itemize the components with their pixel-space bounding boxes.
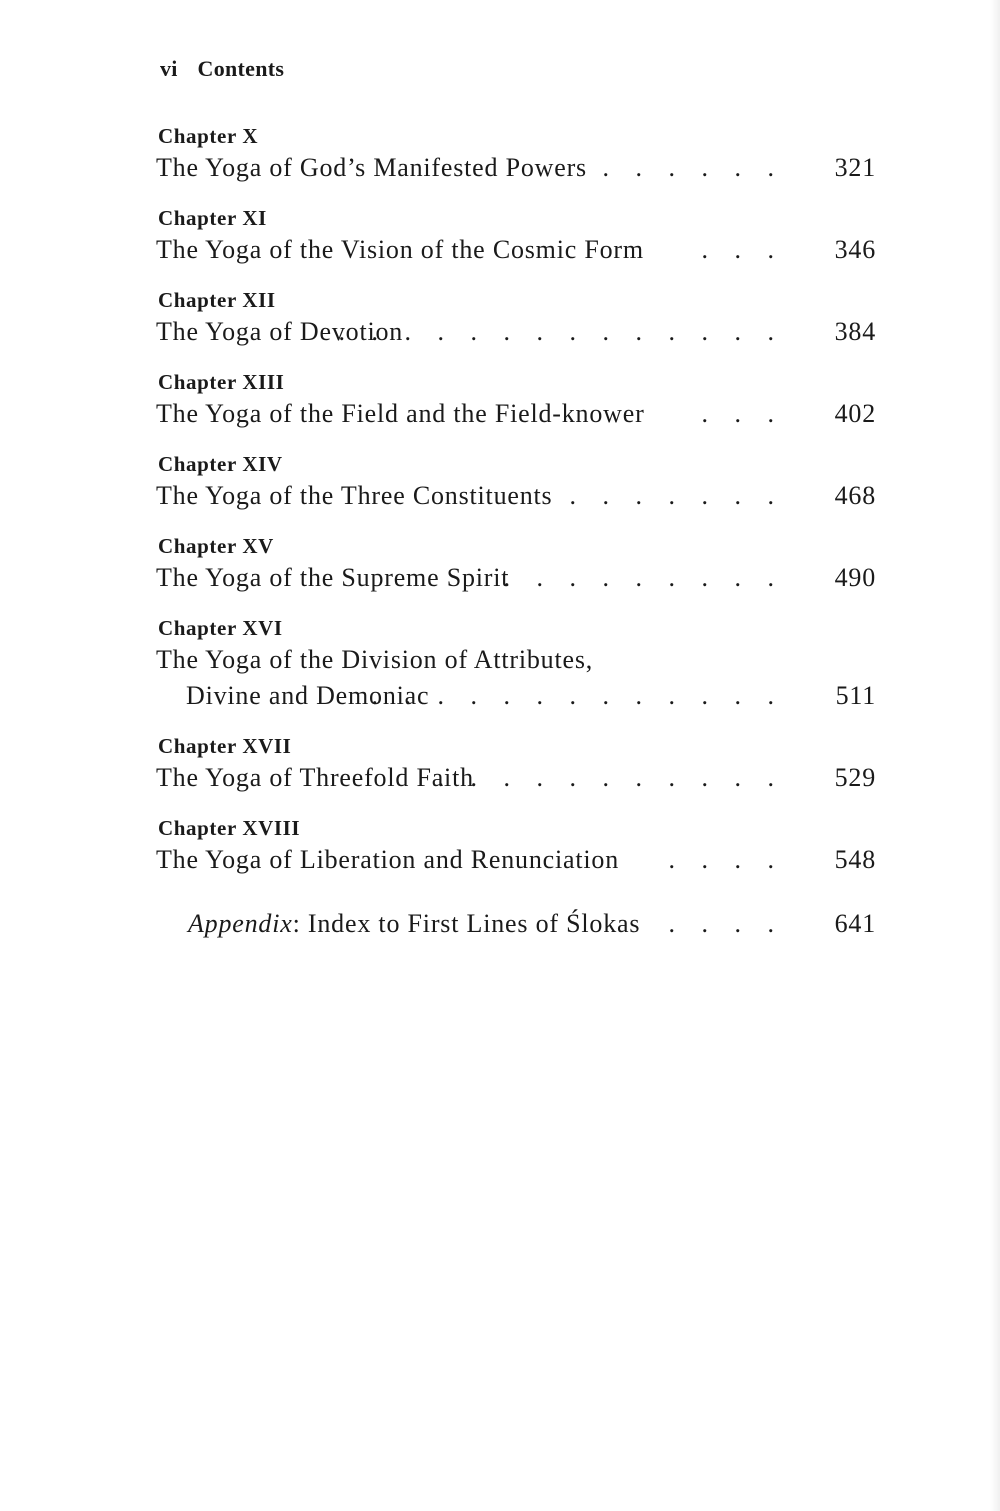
toc-entry-chapter-xii bbox=[156, 286, 876, 350]
page-number: 529 bbox=[834, 763, 876, 792]
chapter-title: The Yoga of the Three Constituents bbox=[156, 481, 553, 510]
dot-leader: . . . . bbox=[668, 845, 784, 874]
chapter-title: The Yoga of the Field and the Field-knower bbox=[156, 399, 645, 428]
toc-line bbox=[156, 642, 876, 678]
chapter-title-continued: Divine and Demoniac bbox=[186, 681, 430, 710]
toc-entry-chapter-xv bbox=[156, 532, 876, 596]
dot-leader: . . . . . . . . . . . . . bbox=[371, 681, 784, 710]
chapter-title: The Yoga of the Supreme Spirit bbox=[156, 563, 510, 592]
chapter-label: Chapter XVIII bbox=[158, 816, 301, 840]
table-of-contents bbox=[156, 122, 876, 960]
chapter-label: Chapter XIII bbox=[158, 370, 285, 394]
toc-line[interactable] bbox=[156, 560, 876, 596]
toc-line[interactable] bbox=[156, 842, 876, 878]
toc-line-continued[interactable] bbox=[156, 678, 876, 714]
toc-entry-chapter-xi bbox=[156, 204, 876, 268]
dot-leader: . . . . . . bbox=[602, 153, 784, 182]
chapter-label: Chapter XVII bbox=[158, 734, 292, 758]
page-number: 548 bbox=[834, 845, 876, 874]
dot-leader: . . . . . . . bbox=[569, 481, 784, 510]
appendix-title-line: Appendix: Index to First Lines of Ślokas bbox=[188, 909, 641, 938]
page-edge-shadow bbox=[990, 0, 1000, 1511]
toc-line[interactable] bbox=[156, 760, 876, 796]
toc-entry-chapter-xiv bbox=[156, 450, 876, 514]
toc-entry-chapter-xiii bbox=[156, 368, 876, 432]
chapter-title: The Yoga of God’s Manifested Powers bbox=[156, 153, 587, 182]
dot-leader: . . . bbox=[701, 399, 784, 428]
dot-leader: . . . bbox=[701, 235, 784, 264]
header-title: Contents bbox=[197, 56, 285, 81]
toc-entry-chapter-xvi bbox=[156, 614, 876, 714]
chapter-title: The Yoga of Devotion bbox=[156, 317, 404, 346]
chapter-label: Chapter XI bbox=[158, 206, 267, 230]
toc-entry-chapter-x bbox=[156, 122, 876, 186]
toc-line[interactable] bbox=[156, 478, 876, 514]
toc-entry-chapter-xvii bbox=[156, 732, 876, 796]
chapter-title: The Yoga of the Division of Attributes, bbox=[156, 645, 594, 674]
appendix-label: Appendix bbox=[188, 909, 293, 938]
page-number: 468 bbox=[834, 481, 876, 510]
dot-leader: . . . . bbox=[668, 909, 784, 938]
chapter-title: The Yoga of Liberation and Renunciation bbox=[156, 845, 619, 874]
running-header bbox=[160, 56, 284, 82]
chapter-label: Chapter XII bbox=[158, 288, 276, 312]
page-number: 490 bbox=[834, 563, 876, 592]
chapter-label: Chapter XV bbox=[158, 534, 274, 558]
appendix-title: Index to First Lines of Ślokas bbox=[307, 909, 641, 938]
page-number: 511 bbox=[835, 681, 876, 710]
page-number: 641 bbox=[834, 909, 876, 938]
toc-line[interactable] bbox=[156, 150, 876, 186]
toc-line[interactable] bbox=[156, 906, 876, 942]
page-number: 346 bbox=[834, 235, 876, 264]
toc-line[interactable] bbox=[156, 396, 876, 432]
chapter-label: Chapter XVI bbox=[158, 616, 283, 640]
dot-leader: . . . . . . . . . . . bbox=[437, 763, 784, 792]
toc-entry-chapter-xviii bbox=[156, 814, 876, 878]
page-number: 321 bbox=[834, 153, 876, 182]
chapter-title: The Yoga of Threefold Faith bbox=[156, 763, 474, 792]
toc-line[interactable] bbox=[156, 232, 876, 268]
toc-entry-appendix bbox=[156, 906, 876, 942]
chapter-label: Chapter X bbox=[158, 124, 259, 148]
page-number: 384 bbox=[834, 317, 876, 346]
chapter-title: The Yoga of the Vision of the Cosmic Form bbox=[156, 235, 644, 264]
page-number: 402 bbox=[834, 399, 876, 428]
dot-leader: . . . . . . . . . bbox=[503, 563, 784, 592]
dot-leader: . . . . . . . . . . . . . . bbox=[338, 317, 784, 346]
chapter-label: Chapter XIV bbox=[158, 452, 283, 476]
page-folio: vi bbox=[160, 56, 178, 81]
toc-line[interactable] bbox=[156, 314, 876, 350]
